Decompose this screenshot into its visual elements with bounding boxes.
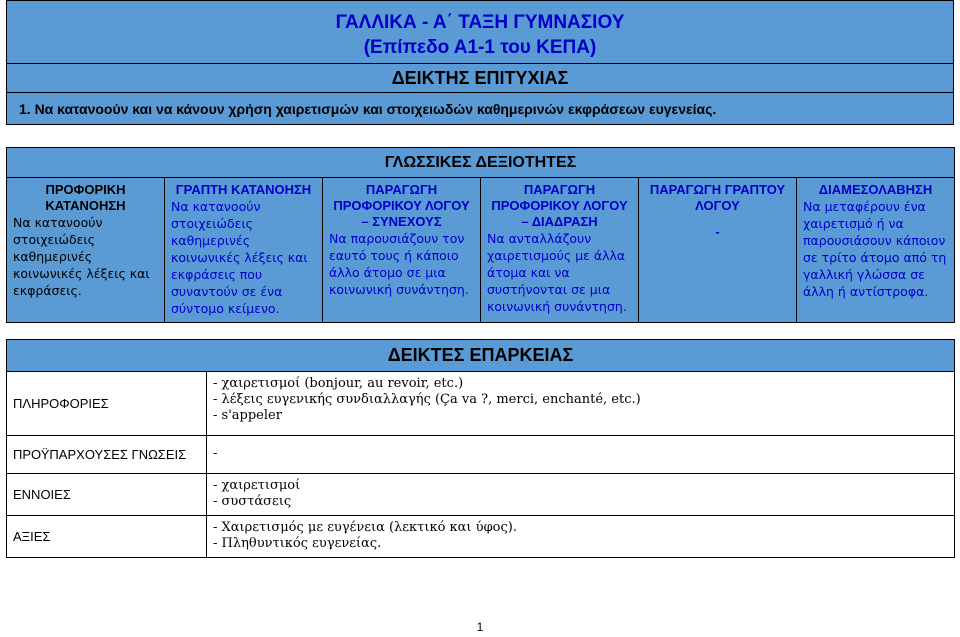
indicator-label-prior-knowledge: ΠΡΟΫΠΑΡΧΟΥΣΕΣ ΓΝΩΣΕΙΣ (7, 436, 207, 474)
list-item: - λέξεις ευγενικής συνδιαλλαγής (Ça va ?, merci, enchanté, etc.) (213, 392, 641, 407)
skill-description: - (715, 224, 720, 239)
skills-table (6, 147, 955, 323)
skill-description: Να ανταλλάζουν χαιρετισμούς με άλλα άτομα και να συστήνονται σε μια κοινωνική συνάντηση. (487, 231, 627, 314)
skill-title: ΔΙΑΜΕΣΟΛΑΒΗΣΗ (818, 182, 933, 197)
skill-title: ΓΡΑΠΤΗ ΚΑΤΑΝΟΗΣΗ (175, 182, 312, 197)
goal-item: 1. Να κατανοούν και να κάνουν χρήση χαιρετισμών και στοιχειωδών καθημερινών εκφράσεων ευγενείας. (7, 93, 954, 125)
indicator-content-prior-knowledge (207, 436, 955, 474)
list-item: - χαιρετισμοί (213, 478, 301, 493)
skill-spoken-production (323, 178, 481, 323)
skill-description: Να παρουσιάζουν τον εαυτό τους ή κάποιο άλλο άτομο σε μια κοινωνική συνάντηση. (329, 231, 469, 297)
goal-heading: ΔΕΙΚΤΗΣ ΕΠΙΤΥΧΙΑΣ (391, 67, 569, 88)
indicator-label-concepts: ΕΝΝΟΙΕΣ (7, 474, 207, 516)
skill-reading (165, 178, 323, 323)
skill-mediation (797, 178, 955, 323)
skill-title: ΠΡΟΦΟΡΙΚΗ ΚΑΤΑΝΟΗΣΗ (45, 182, 126, 213)
indicator-content-values (207, 516, 955, 558)
skill-written-production (639, 178, 797, 323)
indicator-content-concepts (207, 474, 955, 516)
indicator-content-information (207, 372, 955, 436)
list-item: - χαιρετισμοί (bonjour, au revoir, etc.) (213, 376, 464, 391)
indicator-label-values: ΑΞΙΕΣ (7, 516, 207, 558)
indicator-label-information: ΠΛΗΡΟΦΟΡΙΕΣ (7, 372, 207, 436)
list-item: - συστάσεις (213, 494, 292, 509)
skill-title: ΠΑΡΑΓΩΓΗ ΓΡΑΠΤΟΥ ΛΟΓΟΥ (649, 182, 786, 213)
indicators-heading-text: ΔΕΙΚΤΕΣ ΕΠΑΡΚΕΙΑΣ (387, 345, 574, 365)
skills-heading (7, 148, 955, 178)
title-line-2: (Επίπεδο Α1-1 του ΚΕΠΑ) (363, 37, 597, 58)
title-line-1: ΓΑΛΛΙΚΑ - Α΄ ΤΑΞΗ ΓΥΜΝΑΣΙΟΥ (335, 12, 625, 33)
goal-heading-cell (7, 64, 954, 93)
list-item: - Πληθυντικός ευγενείας. (213, 536, 382, 551)
skill-spoken-interaction (481, 178, 639, 323)
indicators-table (6, 339, 955, 558)
skill-title: ΠΑΡΑΓΩΓΗ ΠΡΟΦΟΡΙΚΟΥ ΛΟΓΟΥ – ΔΙΑΔΡΑΣΗ (491, 182, 628, 229)
skill-listening (7, 178, 165, 323)
skills-heading-text: ΓΛΩΣΣΙΚΕΣ ΔΕΞΙΟΤΗΤΕΣ (384, 153, 577, 171)
skill-title: ΠΑΡΑΓΩΓΗ ΠΡΟΦΟΡΙΚΟΥ ΛΟΓΟΥ – ΣΥΝΕΧΟΥΣ (333, 182, 470, 229)
list-item: - s'appeler (213, 408, 282, 423)
list-item: - (213, 446, 218, 461)
skill-description: Να κατανοούν στοιχειώδεις καθημερινές κοινωνικές λέξεις και εκφράσεις. (13, 215, 150, 298)
skill-description: Να μεταφέρουν ένα χαιρετισμό ή να παρουσιάσουν κάποιον σε τρίτο άτομο από τη γαλλική γλώσσα σε άλλη ή αντίστροφα. (803, 199, 947, 299)
list-item: - Χαιρετισμός με ευγένεια (λεκτικό και ύφος). (213, 520, 517, 535)
page-number: 1 (476, 620, 484, 634)
indicators-heading (7, 340, 955, 372)
header-table (6, 0, 954, 125)
skill-description: Να κατανοούν στοιχειώδεις καθημερινές κοινωνικές λέξεις και εκφράσεις που συναντούν σε ένα σύντομο κείμενο. (171, 199, 308, 316)
document-title (7, 1, 954, 64)
